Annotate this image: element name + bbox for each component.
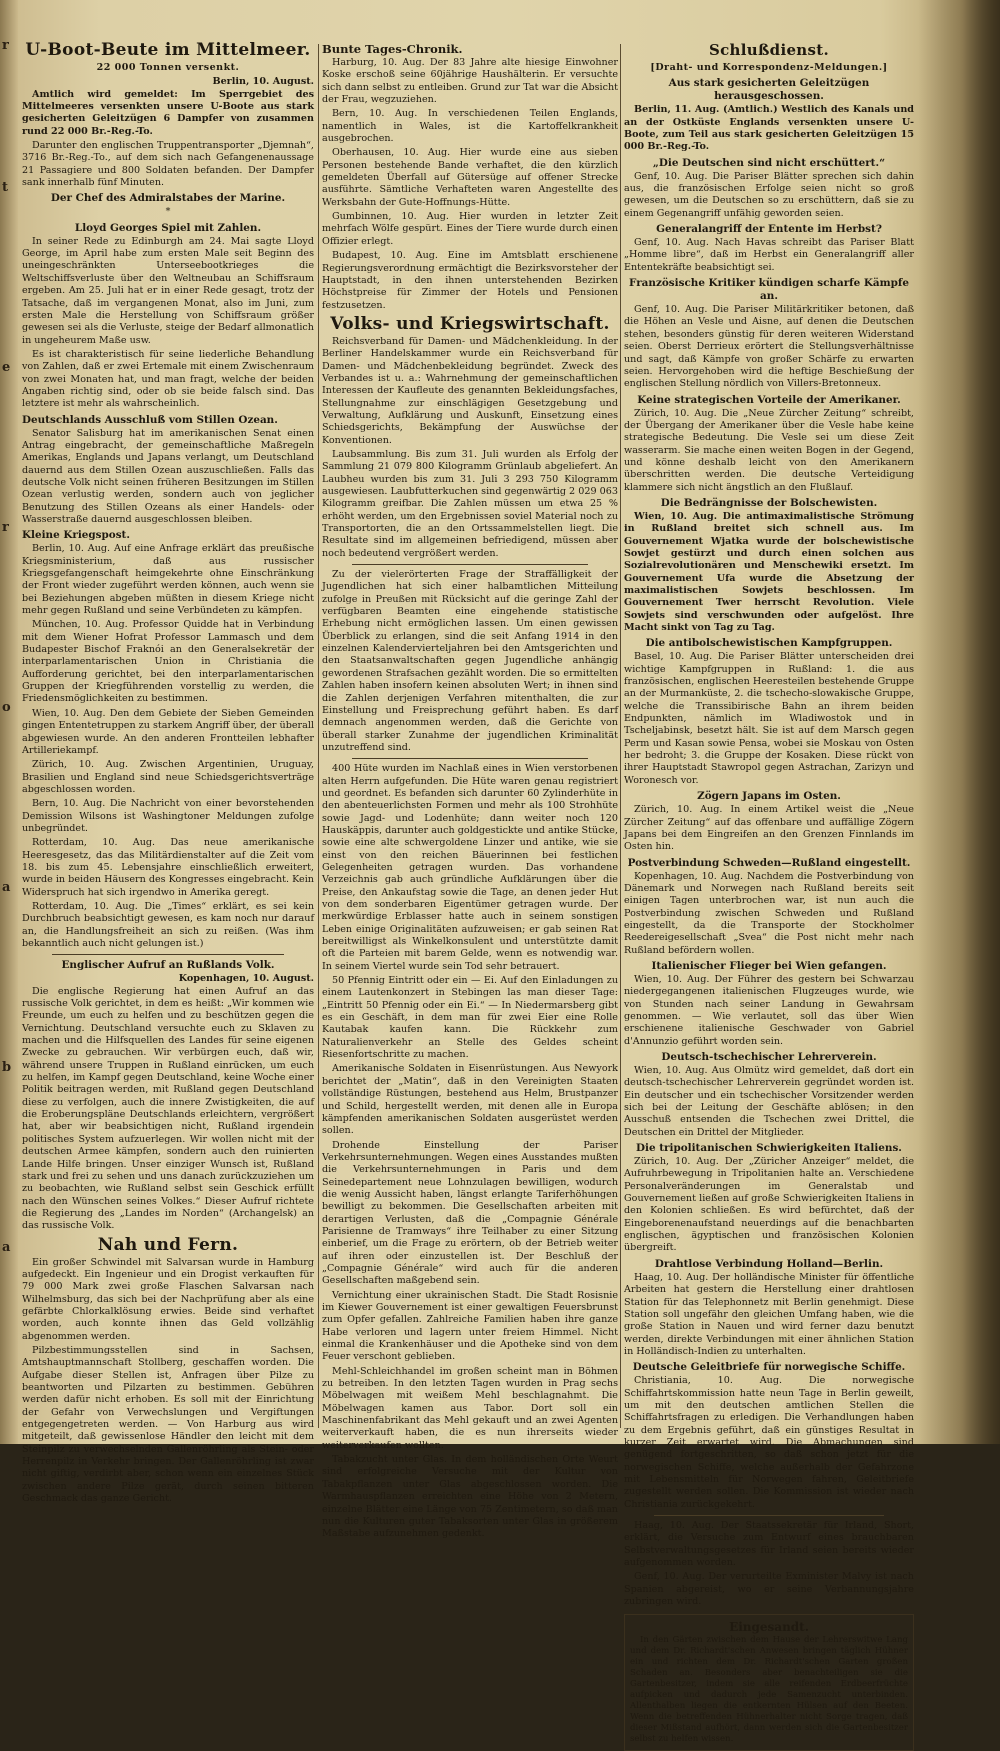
eingesandt-box bbox=[624, 1614, 914, 1751]
headline-lloyd: Lloyd Georges Spiel mit Zahlen. bbox=[74, 221, 262, 234]
article-paragraph: Wien, 10. Aug. Die antimaximalistische Strömung in Rußland breitet sich schnell aus. Im Gouvernement Wjatka wurde der bolschewistische Sowjet gestürzt und durch einen solchen aus Sozialrevolutionären und Menschewiki ersetzt. Im Gouvernement Ufa wurde die Absetzung der maximalistischen Sowjets beschlossen. Im Gouvernement Twer herrscht Revolution. Viele Sowjets sind verschwunden oder aufgelöst. Ihre Macht sinkt von Tag zu Tag. bbox=[624, 510, 914, 634]
spine-letter: a bbox=[2, 1240, 11, 1255]
spine-letter: e bbox=[2, 360, 11, 375]
headline-ozean: Deutschlands Ausschluß vom Stillen Ozean. bbox=[22, 413, 278, 426]
article-paragraph: Rotterdam, 10. Aug. Das neue amerikanische Heeresgesetz, das das Militärdienstalter auf die Zeit vom 18. bis zum 45. Lebensjahre einschließlich erweitert, wurde in beiden Häusern des Kongresses eingebracht. Kein Widerspruch hat sich irgendwo in Amerika geregt. bbox=[22, 837, 314, 898]
article-paragraph: Zürich, 10. Aug. Der „Züricher Anzeiger“ meldet, die Aufruhrbewegung in Tripolitanien halte an. Verschiedene Personalveränderungen im Generalstab und Gouvernement ließen auf große Schwierigkeiten Italiens in den Kolonien schließen. Es wird befürchtet, daß der Eingeborenenaufstand neuerdings auf die benachbarten englischen, ägyptischen und französischen Kolonien übergreift. bbox=[624, 1156, 914, 1254]
separator-rule bbox=[352, 758, 588, 759]
headline-uboot: U-Boot-Beute im Mittelmeer. bbox=[25, 40, 311, 60]
article-paragraph: Mehl-Schleichhandel im großen scheint man in Böhmen zu betreiben. In den letzten Tagen wurden in Prag sechs Möbelwagen mit weißem Mehl beschlagnahmt. Die Möbelwagen kamen aus Tabor. Dort soll ein Maschinenfabrikant das Mehl gekauft und an zwei Agenten weiterverkauft haben, die es nun ihrerseits wieder weiterverkaufen wollten. bbox=[322, 1365, 618, 1451]
headline-tages-chronik: Bunte Tages-Chronik. bbox=[322, 42, 463, 56]
article-paragraph: Gumbinnen, 10. Aug. Hier wurden in letzter Zeit mehrfach Wölfe gespürt. Eines der Tiere wurde durch einen Offizier erlegt. bbox=[322, 211, 618, 247]
headline-volkswirtschaft: Volks- und Kriegswirtschaft. bbox=[330, 313, 610, 334]
headline-kriegspost: Kleine Kriegspost. bbox=[22, 529, 130, 542]
signature-line: Der Chef des Admiralstabes der Marine. bbox=[50, 192, 286, 205]
article-paragraph: Amtlich wird gemeldet: Im Sperrgebiet des Mittelmeeres versenkten unsere U-Boote aus stark gesicherten Geleitzügen 6 Dampfer von zusammen rund 22 000 Br.-Reg.-To. bbox=[22, 88, 314, 137]
section-heading: „Die Deutschen sind nicht erschüttert.“ bbox=[652, 156, 886, 169]
article-paragraph: Zürich, 10. Aug. Die „Neue Zürcher Zeitung“ schreibt, der Übergang der Amerikaner über die Vesle habe keine strategische Bedeutung. Die Vesle sei um diese Zeit wasserarm. Sie mache einen weiten Bogen in der Gegend, und könne deshalb leicht von den Amerikanern überschritten werden. Die deutsche Verteidigung klammere sich nicht ängstlich an den Flußlauf. bbox=[624, 407, 914, 493]
article-paragraph: Rotterdam, 10. Aug. Die „Times“ erklärt, es sei kein Durchbruch beabsichtigt gewesen, es kam noch nur darauf an, die Handlungsfreiheit an sich zu reißen. (Was ihm bekanntlich auch nicht gelungen ist.) bbox=[22, 900, 314, 949]
article-paragraph: Berlin, 11. Aug. (Amtlich.) Westlich des Kanals und an der Ostküste Englands versenkten unsere U-Boote, zum Teil aus stark gesicherten Geleitzügen 15 000 Br.-Reg.-To. bbox=[624, 104, 914, 153]
spine-letter: b bbox=[2, 1060, 12, 1075]
article-paragraph: Bern, 10. Aug. In verschiedenen Teilen Englands, namentlich in Wales, ist die Kartoffelkrankheit ausgebrochen. bbox=[322, 108, 618, 145]
article-paragraph: Senator Salisburg hat im amerikanischen Senat einen Antrag eingebracht, der gemeinschaftliche Maßregeln Amerikas, Englands und Japans verlangt, um Deutschland dauernd aus dem Stillen Ozean auszuschließen. Falls das deutsche Volk nicht seinen früheren Besitzungen im Stillen Ozean verlustig werden, sondern auch von jeglicher Benutzung des Stillen Ozeans als einer Handels- oder Wasserstraße dauernd ausgeschlossen bleiben. bbox=[22, 427, 314, 525]
separator-star: * bbox=[165, 206, 171, 218]
article-paragraph: Ein großer Schwindel mit Salvarsan wurde in Hamburg aufgedeckt. Ein Ingenieur und ein Drogist verkauften für 79 000 Mark zwei große Flaschen Salvarsan nach Wilhelmsburg, das sich bei der Nachprüfung aber als eine gefärbte Chlorkalklösung erwies. Beide sind verhaftet worden, auch konnte ihnen das Geld vollzählig abgenommen werden. bbox=[22, 1256, 314, 1342]
article-paragraph: Kopenhagen, 10. Aug. Nachdem die Postverbindung von Dänemark und Norwegen nach Rußland bereits seit einigen Tagen unterbrochen war, ist nun auch die Postverbindung zwischen Schweden und Rußland eingestellt, da die Transporte der Stockholmer Reedereigesellschaft „Svea“ die Post nicht mehr nach Rußland befördern wollen. bbox=[624, 870, 914, 956]
dateline: Berlin, 10. August. bbox=[212, 76, 314, 88]
spine-letter: r bbox=[2, 38, 9, 53]
article-paragraph: Budapest, 10. Aug. Eine im Amtsblatt erschienene Regierungsverordnung ermächtigt die Bezirksvorsteher der Hauptstadt, in den ihnen unterstehenden Bezirken Höchstpreise für Zimmer der Hotels und Pensionen festzusetzen. bbox=[322, 250, 618, 311]
article-paragraph: Drohende Einstellung der Pariser Verkehrsunternehmungen. Wegen eines Ausstandes mußten die Verkehrsunternehmungen in Paris und dem Seinedepartement neue Lohnzulagen bewilligen, wodurch die wenig Aussicht haben, längst erlangte Tariferhöhungen bewilligt zu bekommen. Die Gesellschaften arbeiten mit derartigen Verlusten, daß die „Compagnie Générale Parisienne de Tramways“ ihre Teilhaber zu einer Sitzung einberief, um die Frage zu erörtern, ob der Betrieb weiter auf ihren oder einzustellen ist. Der Beschluß der „Compagnie Générale“ wird auch für die anderen Gesellschaften maßgebend sein. bbox=[322, 1139, 618, 1287]
article-paragraph: Wien, 10. Aug. Der Führer des gestern bei Schwarzau niedergegangenen italienischen Flugzeuges wurde, wie von Stunden nach seiner Landung in Gewahrsam genommen. — Wie verlautet, soll das über Wien erschienene italienische Geschwader von Gabriel d'Annunzio geführt worden sein. bbox=[624, 973, 914, 1047]
article-paragraph: 50 Pfennig Eintritt oder ein — Ei. Auf den Einladungen zu einem Lautenkonzert in Stebingen las man dieser Tage: „Eintritt 50 Pfennig oder ein Ei.“ — In Niedermarsberg gibt es ein Geschäft, in dem man für zwei Eier eine Rolle Kautabak kaufen kann. Die Rückkehr zum Naturalienverkehr an Stelle des Geldes scheint Riesenfortschritte zu machen. bbox=[322, 975, 618, 1061]
column-3 bbox=[624, 40, 914, 1745]
headline-eingesandt: Eingesandt. bbox=[729, 1620, 809, 1635]
section-heading: Deutsch-tschechischer Lehrerverein. bbox=[661, 1051, 877, 1063]
article-paragraph: Genf, 10. Aug. Die Pariser Blätter sprechen sich dahin aus, die französischen Erfolge seien nicht so groß gewesen, um die Deutschen so zu erschüttern, daß sie zu einem Gegenangriff unfähig geworden seien. bbox=[624, 170, 914, 219]
article-paragraph: Zu der vielerörterten Frage der Straffälligkeit der Jugendlichen hat sich einer halbamtlichen Mitteilung zufolge in Preußen mit Rücksicht auf die geringe Zahl der verfügbaren Beamten eine eingehende statistische Erhebung nicht ermöglichen lassen. Um einen gewissen Überblick zu erlangen, sind die seit Anfang 1914 in den einzelnen Kalendervierteljahren bei den Amtsgerichten und den Staatsanwaltschaften gegen Jugendliche anhängig gewordenen Strafsachen gezählt worden. Die so ermittelten Zahlen haben insofern keinen absoluten Wert; in ihnen sind die Zahlen derjenigen Verfahren mitenthalten, die zur Einstellung und Freisprechung geführt haben. Es darf demnach angenommen werden, daß die Gerichte von überall starker Zunahme der jugendlichen Kriminalität unzutreffend sind. bbox=[322, 569, 618, 753]
article-paragraph: Harburg, 10. Aug. Der 83 Jahre alte hiesige Einwohner Koske erschoß seine 60jährige Haushälterin. Er versuchte sich dann selbst zu entleiben. Grund zur Tat war die Absicht der Frau, wegzuziehen. bbox=[322, 57, 618, 106]
article-paragraph: Darunter den englischen Truppentransporter „Djemnah“, 3716 Br.-Reg.-To., auf dem sich nach Gefangenenaussage 21 Passagiere und 800 Soldaten befanden. Der Dampfer sank innerhalb fünf Minuten. bbox=[22, 140, 314, 189]
article-paragraph: Pilzbestimmungsstellen sind in Sachsen, Amtshauptmannschaft Stollberg, geschaffen worden. Die Aufgabe dieser Stellen ist, Anfragen über Pilze zu beantworten und Pilzarten zu bestimmen. Gebühren werden dafür nicht erhoben. Es soll mit der Einrichtung der Gefahr von Verwechslungen und Vergiftungen entgegengetreten werden. — Von Harburg aus wird mitgeteilt, daß gewissenlose Händler den leicht mit dem Steinpilz zu verwechselnden Gallenröhrling als Stein- oder Herrenpilz in Verkehr bringen. Der Gallenröhrling ist zwar nicht giftig, verdirbt aber, schon wenn ein einzelnes Stück zwischen andere Pilze gerät, durch seinen bitteren Geschmack das ganze Gericht. bbox=[22, 1344, 314, 1505]
article-paragraph: Zürich, 10. Aug. In einem Artikel weist die „Neue Zürcher Zeitung“ auf das offenbare und auffällige Zögern Japans bei dem Eingreifen an den Grenzen Finnlands im Osten hin. bbox=[624, 804, 914, 853]
article-paragraph: Es ist charakteristisch für seine liederliche Behandlung von Zahlen, daß er zwei Ertemale mit einem Zwischenraum von zwei Monaten hat, und man fragt, welche der beiden Angaben richtig sind, oder ob sie beide falsch sind. Das letztere ist mehr als wahrscheinlich. bbox=[22, 348, 314, 410]
section-heading: Zögern Japans im Osten. bbox=[697, 790, 841, 803]
article-paragraph: Haag, 10. Aug. Der Staatssekretär für Irland, Short, erklärt, die Versuche zum Entwurf eines brauchbaren Selbstverwaltungsgesetzes für Irland seien bereits wieder aufgenommen worden. bbox=[624, 1520, 914, 1569]
spine-letter: a bbox=[2, 880, 11, 895]
headline-aufruf: Englischer Aufruf an Rußlands Volk. bbox=[61, 959, 275, 972]
section-heading: Generalangriff der Entente im Herbst? bbox=[656, 223, 882, 236]
article-paragraph: Christiania, 10. Aug. Die norwegische Schiffahrtskommission hatte neun Tage in Berlin geweilt, um mit den deutschen amtlichen Stellen die Schiffahrtsfragen zu erledigen. Die Verhandlungen haben zu dem Ergebnis geführt, daß ein günstiges Resultat in kurzer Zeit erwartet wird. Die Abmachungen sind genügend fortgeschritten, so daß schon jetzt für die norwegischen Schiffe, welche außerhalb der Gefahrzone mit Lebensmitteln für Norwegen fahren, Geleitbriefe zugestellt werden sollen. Die Kommission ist wieder nach Christiania zurückgekehrt. bbox=[624, 1375, 914, 1510]
column-1 bbox=[22, 40, 314, 1505]
article-paragraph: Wien, 10. Aug. Den dem Gebiete der Sieben Gemeinden gingen Ententetruppen zu starkem Angriff über, der überall abgewiesen wurde. An den anderen Frontteilen lebhafter Artilleriekampf. bbox=[22, 707, 314, 756]
section-heading: Keine strategischen Vorteile der Amerikaner. bbox=[637, 393, 901, 406]
subheadline: 22 000 Tonnen versenkt. bbox=[96, 62, 240, 73]
article-paragraph: Wien, 10. Aug. Aus Olmütz wird gemeldet, daß dort ein deutsch-tschechischer Lehrerverein gegründet worden ist. Ein deutscher und ein tschechischer Vorsitzender werden sich bei der Leitung der Geschäfte ablösen; in den Ausschuß entsenden die Tschechen zwei Drittel, die Deutschen ein Drittel der Mitglieder. bbox=[624, 1065, 914, 1138]
article-paragraph: Die englische Regierung hat einen Aufruf an das russische Volk gerichtet, in dem es heißt: „Wir kommen wie Freunde, um euch zu helfen und zu beschützen gegen die Vernichtung. Deutschland versuchte euch zu Sklaven zu machen und die Hilfsquellen des Landes für seine eigenen Zwecke zu gebrauchen. Wir verbürgen euch, daß wir, während unsere Truppen in Rußland einrücken, um euch zu helfen, im Kampf gegen Deutschland, keine Woche einer Politik beitragen werden, mit Rußland gegen Deutschland diese zu verfolgen, auch die innere Zwistigkeiten, die auf die Eroberungspläne Deutschlands erleichtern, vergrößert hat, aber wir beabsichtigen nicht, Rußland irgendein politisches System aufzuerlegen. Wir wollen nicht mit der deutschen Armee kämpfen, sondern auch den ruinierten Lande Hilfe bringen. Unser einziger Wunsch ist, Rußland stark und frei zu sehen und uns danach zurückzuziehen um zu beobachten, wie Rußland selbst sein Geschick erfüllt nach den Wünschen seines Volkes.“ Dieser Aufruf richtete die Regierung des „Landes im Norden“ (Archangelsk) an das russische Volk. bbox=[22, 985, 314, 1232]
article-paragraph: Genf, 10. Aug. Die Pariser Militärkritiker betonen, daß die Höhen an Vesle und Aisne, auf denen die Deutschen stehen, besonders günstig für deren weiteren Widerstand seien. Oberst Derrieux erörtert die Stellungsverhältnisse und sagt, daß Kämpfe von großer Schärfe zu erwarten seien. Hervorgehoben wird die heftige Beschießung der englischen Stellung nördlich von Villers-Bretonneux. bbox=[624, 304, 914, 390]
section-heading: Die antibolschewistischen Kampfgruppen. bbox=[645, 637, 893, 650]
column-rule bbox=[318, 44, 319, 1428]
section-heading: Die Bedrängnisse der Bolschewisten. bbox=[660, 496, 878, 509]
spine-letter: t bbox=[2, 180, 9, 195]
section-heading: Die tripolitanischen Schwierigkeiten Italiens. bbox=[636, 1142, 902, 1155]
article-paragraph: Tabakzucht unter Glas. In dem holländischen Orte Weurt sind erfolgreiche Versuche mit der Kultur von Tabakpflanzen unter Glas abgeschlossen worden. Die Warmhauspflanzen erreichten eine Höhe von 2 Metern, einzelne Blätter eine Länge von 75 Zentimetern, so daß man nun die Kulturen guter Tabaksorten unter Glas in größerem Maßstabe aufzunehmen gedenkt. bbox=[322, 1454, 618, 1540]
spine-letter: r bbox=[2, 520, 9, 535]
section-heading: Deutsche Geleitbriefe für norwegische Schiffe. bbox=[632, 1361, 906, 1374]
article-paragraph: Haag, 10. Aug. Der holländische Minister für öffentliche Arbeiten hat gestern die Herstellung einer drahtlosen Station für das Telephonnetz mit Berlin genehmigt. Diese Station soll ungefähr den gleichen Umfang haben, wie die große Station in Nauen und wird ferner dazu benutzt werden, direkte Verbindungen mit einer ähnlichen Station in Holländisch-Indien zu unterhalten. bbox=[624, 1271, 914, 1357]
dateline: Kopenhagen, 10. August. bbox=[178, 973, 314, 985]
subheadline: [Draht- und Korrespondenz-Meldungen.] bbox=[650, 62, 888, 73]
adjacent-page-edge bbox=[0, 0, 18, 1444]
article-paragraph: Zürich, 10. Aug. Zwischen Argentinien, Uruguay, Brasilien und England sind neue Schiedsgerichtsverträge abgeschlossen worden. bbox=[22, 759, 314, 795]
article-paragraph: Oberhausen, 10. Aug. Hier wurde eine aus sieben Personen bestehende Bande verhaftet, die den kürzlich gemeldeten Überfall auf Gütersüge auf offener Strecke ausführte. Sämtliche Verhafteten waren Angestellte des Werksbahn der Gute-Hoffnungs-Hütte. bbox=[322, 147, 618, 208]
headline-nah-fern: Nah und Fern. bbox=[97, 1234, 239, 1255]
article-paragraph: Genf, 10. Aug. Der verurteilte Exminister Malvy ist nach Spanien abgereist, wo er seine Verbannungsjahre zubringen wird. bbox=[624, 1571, 914, 1608]
article-paragraph: Berlin, 10. Aug. Auf eine Anfrage erklärt das preußische Kriegsministerium, daß aus russischer Kriegsgefangenschaft heimgekehrte ohne Einschränkung der Front wieder zugeführt werden können, auch wenn sie bei Beziehungen abgeben müßten in diesem Kriege nicht mehr gegen Rußland und seine Verbündeten zu kämpfen. bbox=[22, 543, 314, 617]
article-paragraph: 400 Hüte wurden im Nachlaß eines in Wien verstorbenen alten Herrn aufgefunden. Die Hüte waren genau registriert und geordnet. Es befanden sich darunter 60 Zylinderhüte in den abenteuerlichsten Formen und mehr als 100 Strohhüte sowie Jagd- und Lodenhüte; dann weiter noch 120 Hauskäppis, darunter auch goldgestickte und antike Stücke, sowie eine alte schwergoldene Linzer und antike, wie sie einst von den reichen Bäuerinnen bei festlichen Gelegenheiten getragen wurden. Das vorhandene Verzeichnis gab auch gründliche Aufklärungen über die Preise, den Ankaufstag sowie die Tage, an denen jeder Hut von dem sonderbaren Eigentümer getragen wurde. Der merkwürdige Erblasser hatte auch in seinem sonstigen Leben einige Originalitäten aufzuweisen; er gab seinen Rat bereitwilligst als Winkelkonsulent und unterstützte damit oft die Parteien mit barem Gelde, wenn es notwendig war. In seinem Viertel wurde sein Tod sehr betrauert. bbox=[322, 763, 618, 972]
separator-rule bbox=[352, 564, 588, 565]
article-paragraph: Vernichtung einer ukrainischen Stadt. Die Stadt Rosisnie im Kiewer Gouvernement ist einer gewaltigen Feuersbrunst zum Opfer gefallen. Zahlreiche Familien haben ihre ganze Habe verloren und lagern unter freiem Himmel. Nicht einmal die Krankenhäuser und die Apotheke sind von dem Feuer verschont geblieben. bbox=[322, 1289, 618, 1363]
article-paragraph: Bern, 10. Aug. Die Nachricht von einer bevorstehenden Demission Wilsons ist Washingtoner Meldungen zufolge unbegründet. bbox=[22, 798, 314, 834]
article-paragraph: Amerikanische Soldaten in Eisenrüstungen. Aus Newyork berichtet der „Matin“, daß in den Vereinigten Staaten vollständige Rüstungen, bestehend aus Helm, Brustpanzer und Schild, hergestellt werden, mit denen alle in Europa kämpfenden amerikanischen Soldaten ausgerüstet werden sollen. bbox=[322, 1063, 618, 1137]
article-paragraph: In seiner Rede zu Edinburgh am 24. Mai sagte Lloyd George, im April habe zum ersten Male seit Beginn des uneingeschränkten Unterseebootkrieges die Weltschiffsverluste über den Weltneubau an Schiffsraum ergeben. Am 25. Juli hat er in einer Rede gesagt, trotz der Tatsache, daß im vergangenen Monat, also im Juni, zum ersten Male die Herstellung von Schiffsraum größer gewesen sei als die Verluste, steige der Bedarf allmonatlich in ungeheurem Maße usw. bbox=[22, 235, 314, 346]
section-heading: Postverbindung Schweden—Rußland eingestellt. bbox=[627, 856, 911, 869]
article-paragraph: München, 10. Aug. Professor Quidde hat in Verbindung mit dem Wiener Hofrat Professor Lammasch und dem Budapester Bischof Fraknói an den Generalsekretär der interparlamentarischen Union in Christiania die Aufforderung gerichtet, bei den interparlamentarischen Gruppen der Kriegführenden vorstellig zu werden, die Friedensmöglichkeiten zu bestimmen. bbox=[22, 619, 314, 705]
article-paragraph: Basel, 10. Aug. Die Pariser Blätter unterscheiden drei wichtige Kampfgruppen in Rußland: 1. die aus französischen, englischen Heeresteilen bestehende Gruppe an der Murmanküste, 2. die tschecho-slowakische Gruppe, welche die Transsibirische Bahn an ihrem beiden Endpunkten, nämlich im Wladiwostok und in Tscheljabinsk, besetzt hält. Sie ist auf dem Marsch gegen Perm und Kasan sowie Pensa, wobei sie Moskau von Osten her bedroht; 3. die Gruppe der Kosaken. Diese rückt von ihrer Hauptstadt Stawropol gegen Astrachan, Zarizyn und Woronesch vor. bbox=[624, 651, 914, 786]
column-rule bbox=[620, 44, 621, 1428]
column-2 bbox=[322, 40, 618, 1540]
article-paragraph: Reichsverband für Damen- und Mädchenkleidung. In der Berliner Handelskammer wurde ein Reichsverband für Damen- und Mädchenbekleidung begründet. Zweck des Verbandes ist u. a.: Wahrnehmung der gemeinschaftlichen Interessen der Kaufleute des genannten Bekleidungsfaches, Stellungnahme zur einschlägigen Gesetzgebung und Verwaltung, Aufklärung und Auskunft, Einsetzung eines Schiedsgerichts, Bekämpfung der Auswüchse der Konventionen. bbox=[322, 335, 618, 446]
section-heading: Französische Kritiker kündigen scharfe Kämpfe an. bbox=[629, 277, 909, 303]
headline-schlussdienst: Schlußdienst. bbox=[708, 41, 829, 59]
article-paragraph: Laubsammlung. Bis zum 31. Juli wurden als Erfolg der Sammlung 21 079 800 Kilogramm Grünlaub abgeliefert. An Laubheu wurden bis zum 31. Juli 3 293 750 Kilogramm ausgewiesen. Laubfutterkuchen sind gegenwärtig 2 029 063 Kilogramm greifbar. Die Zahlen müssen um etwa 25 % erhöht werden, um den Ergebnissen soviel Material noch zu Transportorten, die an den Ortssammelstellen liegt. Die Resultate sind im allgemeinen befriedigend, müssen aber noch bedeutend vergrößert werden. bbox=[322, 448, 618, 559]
article-paragraph: Genf, 10. Aug. Nach Havas schreibt das Pariser Blatt „Homme libre“, daß im Herbst ein Generalangriff aller Ententekräfte beabsichtigt sei. bbox=[624, 237, 914, 273]
article-paragraph: In den Gärten zwischen dem Hause der Lehrerswitwe Lang und dem Dr. Richardt'schen Anwesen bringen täglich Hühner ein und richten dem Dr. Richardt'schen Garten großen Schaden an. Besonders aber benachteiligen sie die Gartenbesitzer, indem sie alle reifenden Erdbeerfrüchte aufpicken und dadurch jede Samenzucht unterbinden. Allenthalben liegen die entkernten Hülsen auf den Beeten. Wenn die betreffenden Hühnerhalter nicht Sorge tragen, daß dieser Mißstand aufhört, dann werden sich die Gartenbesitzer selbst zu helfen wissen. bbox=[630, 1635, 908, 1745]
section-heading: Aus stark gesicherten Geleitzügen herausgeschossen. bbox=[668, 77, 870, 103]
page-edge-shadow bbox=[918, 0, 1000, 1444]
spine-letter: o bbox=[2, 700, 11, 715]
separator-rule bbox=[654, 1515, 884, 1516]
section-heading: Italienischer Flieger bei Wien gefangen. bbox=[651, 959, 887, 972]
separator-rule bbox=[52, 954, 284, 955]
section-heading: Drahtlose Verbindung Holland—Berlin. bbox=[654, 1257, 884, 1270]
